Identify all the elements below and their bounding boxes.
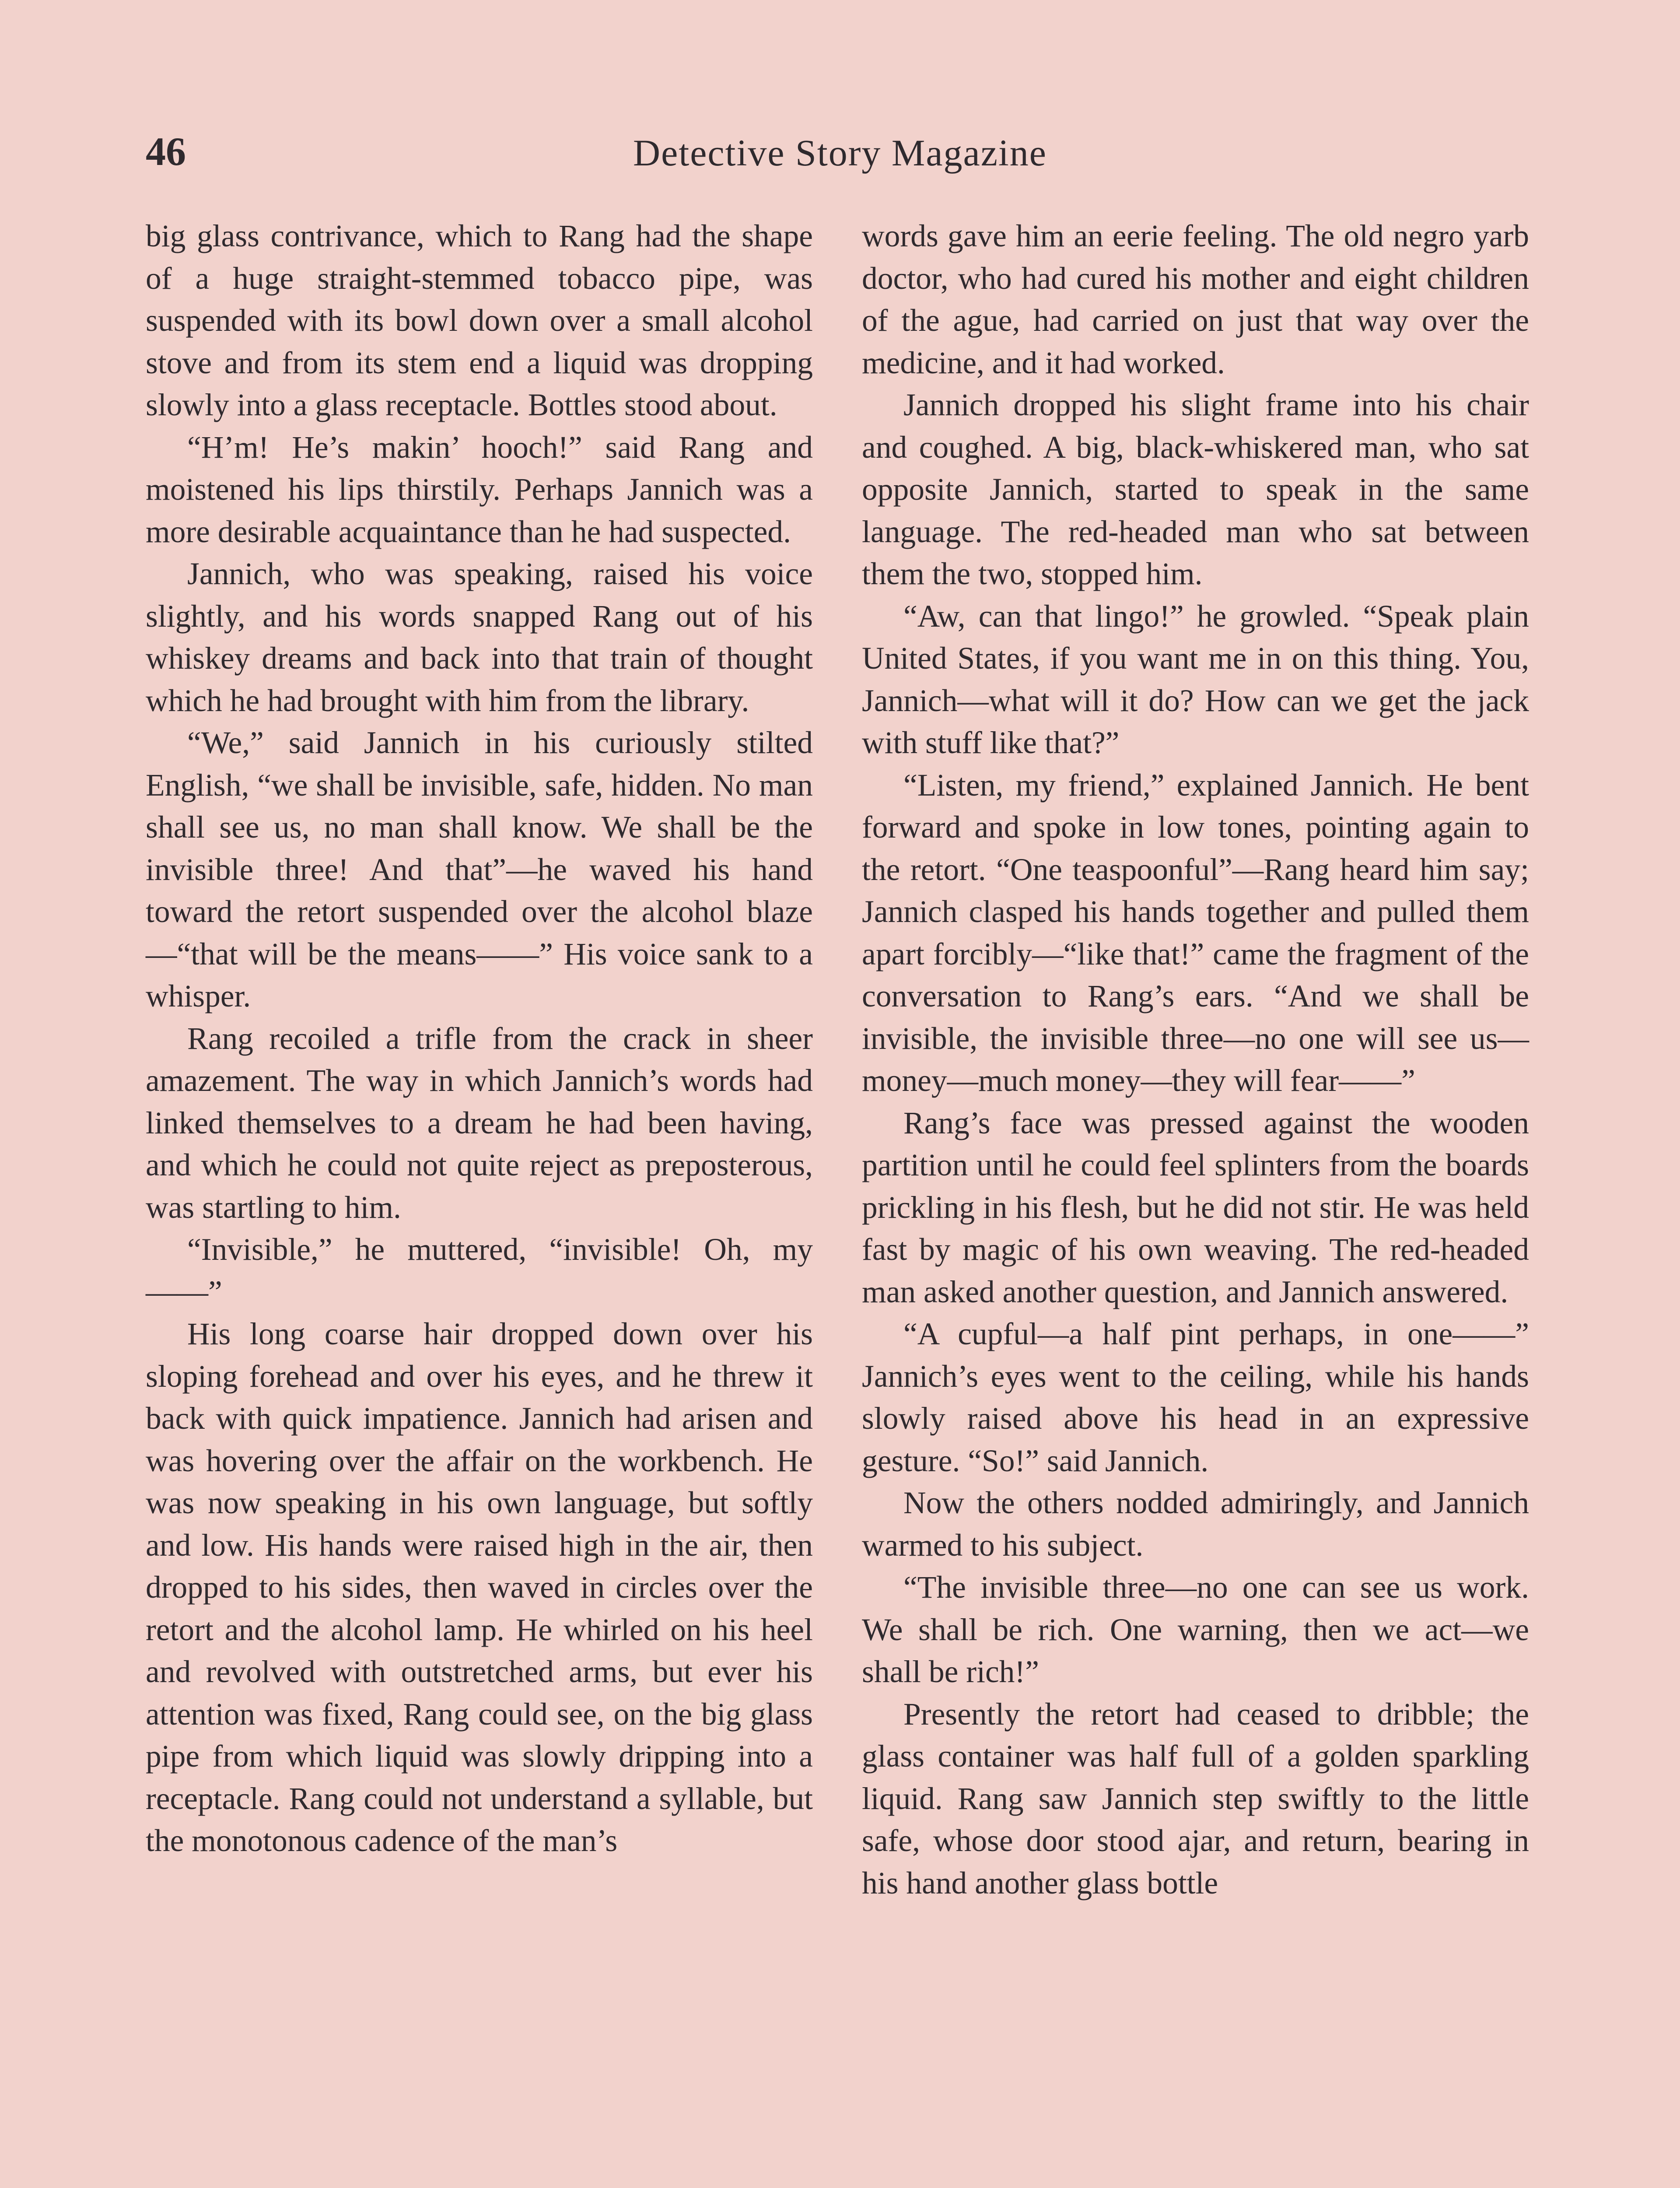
paragraph: Jannich dropped his slight frame into his chair and coughed. A big, black-whiskered man, who sat opposite Jannich, started to speak in the same language. The red-headed man who sat between them the two, stopped him. xyxy=(862,388,1529,591)
paragraph: “Aw, can that lingo!” he growled. “Speak plain United States, if you want me in on this thing. You, Jannich—what will it do? How can we get the jack with stuff like that?” xyxy=(862,599,1529,760)
paragraph: His long coarse hair dropped down over his sloping forehead and over his eyes, and he threw it back with quick impatience. Jannich had arisen and was hovering over the affair on the workbench. He was now speaking in his own language, but softly and low. His hands were raised high in the air, then dropped to his sides, then waved in circles over the retort and the alcohol lamp. He whirled on his heel and revolved with outstretched arms, but ever his attention was fixed, Rang could see, on the big glass pipe from which liquid was slowly dripping into a receptacle. Rang could not understand a syllable, but the monotonous cadence of the man’s xyxy=(146,1317,813,1858)
paragraph: “We,” said Jannich in his curiously stilted English, “we shall be invisible, safe, hidden. No man shall see us, no man shall know. We shall be the invisible three! And that”—he waved his hand toward the retort suspended over the alcohol blaze—“that will be the means——” His voice sank to a whisper. xyxy=(146,726,813,1013)
paragraph: words gave him an eerie feeling. The old negro yarb doctor, who had cured his mother and eight children of the ague, had carried on just that way over the medicine, and it had worked. xyxy=(862,219,1529,380)
paragraph: “Invisible,” he muttered, “invisible! Oh, my——” xyxy=(146,1232,813,1309)
paragraph: big glass contrivance, which to Rang had the shape of a huge straight-stemmed tobacco pipe, was suspended with its bowl down over a small alcohol stove and from its stem end a liquid was dropping slowly into a glass receptacle. Bottles stood about. xyxy=(146,219,813,422)
paragraph: Rang recoiled a trifle from the crack in sheer amazement. The way in which Jannich’s words had linked themselves to a dream he had been having, and which he could not quite reject as preposterous, was startling to him. xyxy=(146,1021,813,1225)
paragraph: Jannich, who was speaking, raised his voice slightly, and his words snapped Rang out of his whiskey dreams and back into that train of thought which he had brought with him from the library. xyxy=(146,557,813,718)
paragraph: Now the others nodded admiringly, and Jannich warmed to his subject. xyxy=(862,1486,1529,1563)
paragraph: “The invisible three—no one can see us work. We shall be rich. One warning, then we act—we shall be rich!” xyxy=(862,1570,1529,1689)
paragraph: Presently the retort had ceased to dribble; the glass container was half full of a golden sparkling liquid. Rang saw Jannich step swiftly to the little safe, whose door stood ajar, and return, bearing in his hand another glass bottle xyxy=(862,1697,1529,1900)
paragraph: “H’m! He’s makin’ hooch!” said Rang and moistened his lips thirstily. Perhaps Jannich was a more desirable acquaintance than he had suspected. xyxy=(146,430,813,549)
left-column xyxy=(146,215,813,1862)
paragraph: “Listen, my friend,” explained Jannich. He bent forward and spoke in low tones, pointing again to the retort. “One teaspoonful”—Rang heard him say; Jannich clasped his hands together and pulled them apart forcibly—“like that!” came the fragment of the conversation to Rang’s ears. “And we shall be invisible, the invisible three—no one will see us—money—much money—they will fear——” xyxy=(862,768,1529,1098)
paragraph: “A cupful—a half pint perhaps, in one——” Jannich’s eyes went to the ceiling, while his hands slowly raised above his head in an expressive gesture. “So!” said Jannich. xyxy=(862,1317,1529,1478)
page-number: 46 xyxy=(146,129,186,174)
running-title: Detective Story Magazine xyxy=(633,132,1047,174)
paragraph: Rang’s face was pressed against the wooden partition until he could feel splinters from the boards prickling in his flesh, but he did not stir. He was held fast by magic of his own weaving. The red-headed man asked another question, and Jannich answered. xyxy=(862,1105,1529,1309)
right-column xyxy=(862,215,1529,1904)
